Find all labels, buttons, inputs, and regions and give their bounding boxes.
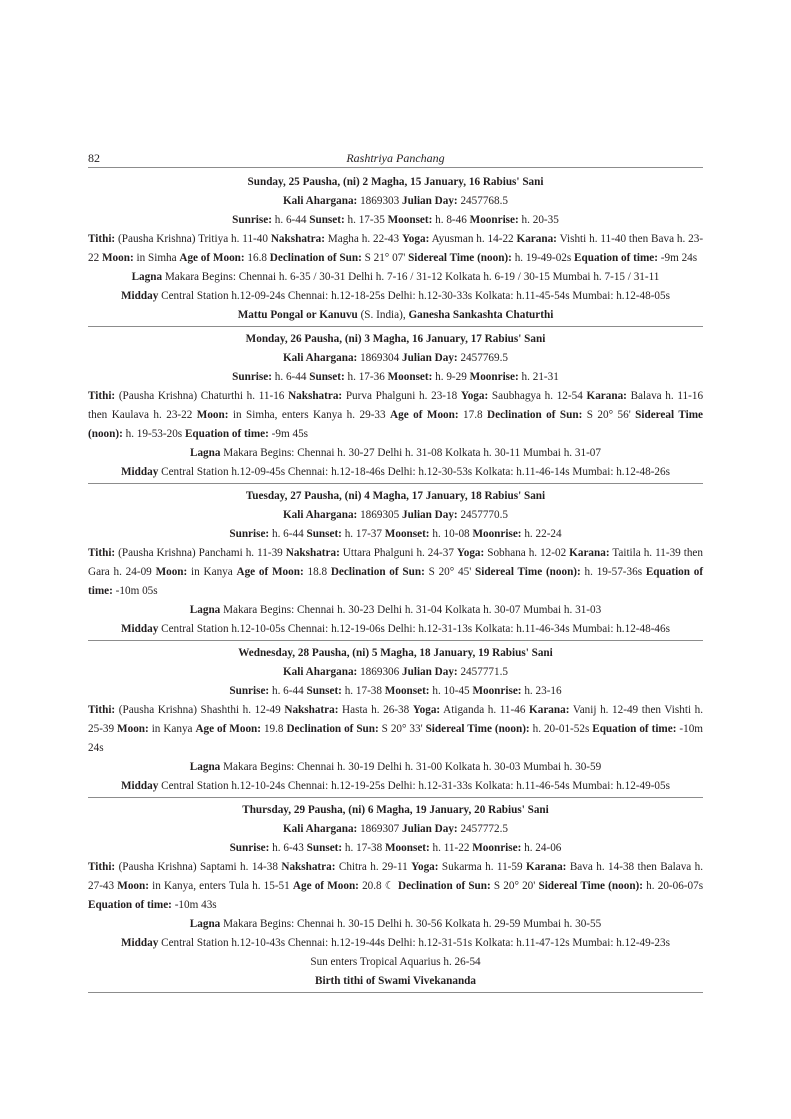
julian-value: 2457772.5 (460, 823, 508, 835)
festival-line (88, 972, 703, 991)
detail-value: (Pausha Krishna) Tritiya h. 11-40 (118, 233, 268, 245)
detail-label: Moon: (101, 252, 134, 264)
day-entry (88, 484, 703, 641)
ahargana-value: 1869307 (360, 823, 400, 835)
ahargana-label: Kali Ahargana: (282, 509, 358, 521)
detail-value: -10m 43s (174, 899, 217, 911)
detail-value: h. 19-53-20s (125, 428, 183, 440)
sun-moon-label: Moonrise: (472, 685, 522, 697)
sun-moon-label: Sunset: (309, 214, 345, 226)
sun-moon-line (88, 839, 703, 858)
detail-value: Balava h. 11-16 then Kaulava h. 23-22 (88, 390, 704, 421)
sun-moon-value: h. 10-45 (432, 685, 470, 697)
day-title: Thursday, 29 Pausha, (ni) 6 Magha, 19 January, 20 Rabius' Sani (242, 804, 549, 816)
ahargana-label: Kali Ahargana: (282, 666, 358, 678)
sun-moon-value: h. 6-43 (272, 842, 304, 854)
day-title: Tuesday, 27 Pausha, (ni) 4 Magha, 17 January, 18 Rabius' Sani (245, 490, 546, 502)
sun-moon-label: Sunset: (306, 685, 342, 697)
page-header (88, 150, 703, 168)
festival-text: Birth tithi of Swami Vivekananda (315, 975, 476, 987)
sun-moon-label: Moonset: (387, 371, 433, 383)
detail-value: h. 19-57-36s (584, 566, 643, 578)
detail-label: Yoga: (401, 233, 430, 245)
midday-label: Midday (121, 466, 159, 478)
midday-text: Central Station h.12-10-05s Chennai: h.12-19-06s Delhi: h.12-31-13s Kolkata: h.11-46-34s Mumbai: h.12-48-46s (161, 623, 670, 635)
lagna-text: Makara Begins: Chennai h. 30-23 Delhi h. 31-04 Kolkata h. 30-07 Mumbai h. 31-03 (223, 604, 602, 616)
sun-moon-value: h. 6-44 (271, 528, 304, 540)
detail-label: Equation of time: (574, 252, 658, 264)
details-paragraph (88, 230, 703, 268)
sun-moon-value: h. 6-44 (271, 685, 304, 697)
midday-line (88, 620, 703, 639)
detail-label: Tithi: (88, 704, 116, 716)
detail-label: Equation of time: (88, 566, 704, 597)
detail-value: -9m 45s (271, 428, 309, 440)
panchang-page (88, 150, 703, 993)
midday-text: Central Station h.12-10-24s Chennai: h.12-19-25s Delhi: h.12-31-33s Kolkata: h.11-46-54s Mumbai: h.12-49-05s (161, 780, 670, 792)
detail-label: Declination of Sun: (269, 252, 362, 264)
lagna-text: Makara Begins: Chennai h. 30-19 Delhi h. 31-00 Kolkata h. 30-03 Mumbai h. 30-59 (223, 761, 602, 773)
detail-value: 20.8 ☾ (362, 880, 395, 892)
sun-moon-line (88, 525, 703, 544)
detail-value: Chitra h. 29-11 (338, 861, 408, 873)
julian-label: Julian Day: (402, 352, 458, 364)
detail-label: Karana: (526, 861, 567, 873)
detail-value: h. 20-06-07s (646, 880, 704, 892)
detail-label: Equation of time: (184, 428, 269, 440)
sun-moon-value: h. 17-38 (344, 685, 382, 697)
detail-label: Moon: (155, 566, 188, 578)
sun-moon-label: Moonset: (385, 842, 430, 854)
detail-label: Yoga: (412, 704, 441, 716)
ahargana-label: Kali Ahargana: (282, 352, 358, 364)
sun-moon-label: Sunset: (306, 528, 342, 540)
midday-text: Central Station h.12-09-45s Chennai: h.12-18-46s Delhi: h.12-30-53s Kolkata: h.11-46-14s Mumbai: h.12-48-26s (161, 466, 670, 478)
sun-moon-value: h. 10-08 (432, 528, 470, 540)
sun-moon-label: Moonset: (384, 685, 430, 697)
ahargana-value: 1869306 (360, 666, 400, 678)
detail-label: Sidereal Time (noon): (475, 566, 581, 578)
detail-label: Age of Moon: (390, 409, 459, 421)
detail-value: 18.8 (307, 566, 328, 578)
details-paragraph (88, 387, 703, 444)
detail-value: in Kanya (151, 723, 193, 735)
midday-text: Central Station h.12-10-43s Chennai: h.12-19-44s Delhi: h.12-31-51s Kolkata: h.11-47-12s Mumbai: h.12-49-23s (161, 937, 670, 949)
ahargana-line (88, 192, 703, 211)
detail-label: Yoga: (460, 390, 489, 402)
detail-label: Declination of Sun: (398, 880, 491, 892)
detail-label: Equation of time: (88, 899, 172, 911)
julian-value: 2457769.5 (460, 352, 508, 364)
lagna-label: Lagna (131, 271, 163, 283)
detail-value: S 21° 07' (364, 252, 406, 264)
sun-moon-label: Sunset: (306, 842, 343, 854)
detail-label: Tithi: (88, 861, 116, 873)
detail-value: -10m 24s (88, 723, 703, 754)
sun-moon-label: Moonrise: (472, 528, 522, 540)
detail-label: Yoga: (411, 861, 439, 873)
sun-moon-label: Sunrise: (229, 528, 270, 540)
midday-line (88, 934, 703, 953)
detail-value: -9m 24s (660, 252, 698, 264)
detail-value: Sobhana h. 12-02 (487, 547, 567, 559)
ahargana-value: 1869304 (360, 352, 400, 364)
detail-value: 16.8 (247, 252, 267, 264)
day-entries (88, 173, 703, 993)
lagna-text: Makara Begins: Chennai h. 6-35 / 30-31 Delhi h. 7-16 / 31-12 Kolkata h. 6-19 / 30-15 Mumbai h. 7-15 / 31-11 (164, 271, 660, 283)
detail-value: Taitila h. 11-39 then Gara h. 24-09 (88, 547, 703, 578)
detail-label: Tithi: (88, 547, 116, 559)
detail-label: Sidereal Time (noon): (88, 409, 703, 440)
running-title: Rashtriya Panchang (346, 151, 445, 165)
sun-moon-value: h. 17-36 (347, 371, 385, 383)
ahargana-label: Kali Ahargana: (282, 823, 358, 835)
detail-value: Magha h. 22-43 (327, 233, 400, 245)
day-title: Wednesday, 28 Pausha, (ni) 5 Magha, 18 January, 19 Rabius' Sani (238, 647, 553, 659)
midday-label: Midday (121, 780, 159, 792)
sun-moon-value: h. 6-44 (274, 214, 307, 226)
detail-label: Age of Moon: (179, 252, 245, 264)
detail-label: Age of Moon: (292, 880, 359, 892)
sun-moon-value: h. 20-35 (521, 214, 559, 226)
detail-value: Bava h. 14-38 then Balava h. 27-43 (88, 861, 704, 892)
midday-label: Midday (121, 937, 159, 949)
day-entry (88, 641, 703, 798)
julian-value: 2457768.5 (460, 195, 508, 207)
sun-moon-value: h. 17-38 (344, 842, 383, 854)
detail-value: -10m 05s (115, 585, 158, 597)
julian-label: Julian Day: (402, 195, 458, 207)
detail-value: S 20° 20' (493, 880, 536, 892)
detail-value: h. 19-49-02s (514, 252, 572, 264)
detail-value: (Pausha Krishna) Panchami h. 11-39 (118, 547, 283, 559)
detail-label: Moon: (196, 409, 229, 421)
julian-label: Julian Day: (402, 823, 458, 835)
lagna-line (88, 758, 703, 777)
festival-text: Mattu Pongal or Kanuvu (237, 309, 358, 321)
detail-label: Declination of Sun: (286, 723, 379, 735)
detail-label: Tithi: (88, 390, 116, 402)
detail-value: Uttara Phalguni h. 24-37 (342, 547, 454, 559)
detail-label: Karana: (516, 233, 557, 245)
sun-moon-label: Moonset: (387, 214, 433, 226)
detail-value: (Pausha Krishna) Chaturthi h. 11-16 (118, 390, 285, 402)
lagna-line (88, 444, 703, 463)
detail-value: Purva Phalguni h. 23-18 (345, 390, 458, 402)
julian-value: 2457770.5 (460, 509, 508, 521)
ahargana-value: 1869305 (360, 509, 400, 521)
ahargana-line (88, 820, 703, 839)
festival-text: Ganesha Sankashta Chaturthi (408, 309, 554, 321)
detail-label: Equation of time: (592, 723, 677, 735)
sun-moon-value: h. 17-37 (344, 528, 382, 540)
detail-value: S 20° 33' (381, 723, 423, 735)
detail-value: Vishti h. 11-40 then Bava h. 23-22 (88, 233, 704, 264)
sun-moon-line (88, 682, 703, 701)
julian-label: Julian Day: (402, 509, 458, 521)
lagna-line (88, 601, 703, 620)
ahargana-line (88, 506, 703, 525)
sun-moon-line (88, 211, 703, 230)
details-paragraph (88, 701, 703, 758)
sun-moon-label: Sunrise: (229, 685, 270, 697)
festival-text: (S. India), (357, 309, 409, 321)
lagna-line (88, 268, 703, 287)
detail-label: Sidereal Time (noon): (408, 252, 512, 264)
sun-moon-label: Moonrise: (469, 371, 519, 383)
detail-label: Declination of Sun: (330, 566, 425, 578)
lagna-text: Makara Begins: Chennai h. 30-15 Delhi h. 30-56 Kolkata h. 29-59 Mumbai h. 30-55 (223, 918, 602, 930)
detail-value: in Simha, enters Kanya h. 29-33 (232, 409, 386, 421)
detail-value: in Kanya (191, 566, 233, 578)
lagna-label: Lagna (189, 604, 221, 616)
sun-moon-value: h. 21-31 (521, 371, 559, 383)
day-entry (88, 798, 703, 993)
detail-label: Nakshatra: (281, 861, 336, 873)
lagna-label: Lagna (190, 447, 221, 459)
sun-moon-value: h. 17-35 (347, 214, 385, 226)
detail-label: Age of Moon: (195, 723, 261, 735)
sun-moon-value: h. 11-22 (432, 842, 470, 854)
day-title: Monday, 26 Pausha, (ni) 3 Magha, 16 January, 17 Rabius' Sani (245, 333, 546, 345)
lagna-text: Makara Begins: Chennai h. 30-27 Delhi h. 31-08 Kolkata h. 30-11 Mumbai h. 31-07 (223, 447, 601, 459)
detail-label: Yoga: (456, 547, 485, 559)
ahargana-label: Kali Ahargana: (282, 195, 358, 207)
detail-value: Ayusman h. 14-22 (431, 233, 514, 245)
sun-moon-label: Moonrise: (472, 842, 522, 854)
ahargana-line (88, 663, 703, 682)
detail-value: S 20° 56' (586, 409, 631, 421)
detail-label: Karana: (586, 390, 627, 402)
detail-value: (Pausha Krishna) Saptami h. 14-38 (118, 861, 278, 873)
sun-moon-label: Sunrise: (232, 371, 272, 383)
sun-moon-value: h. 6-44 (274, 371, 307, 383)
sun-moon-label: Moonset: (384, 528, 430, 540)
detail-value: S 20° 45' (428, 566, 472, 578)
sun-moon-value: h. 24-06 (524, 842, 562, 854)
ahargana-value: 1869303 (360, 195, 400, 207)
midday-line (88, 777, 703, 796)
midday-label: Midday (121, 290, 159, 302)
sun-moon-value: h. 23-16 (524, 685, 562, 697)
detail-value: Saubhagya h. 12-54 (491, 390, 583, 402)
sun-moon-line (88, 368, 703, 387)
midday-line (88, 287, 703, 306)
detail-value: in Kanya, enters Tula h. 15-51 (152, 880, 290, 892)
extra-note: Sun enters Tropical Aquarius h. 26-54 (310, 956, 481, 968)
detail-value: (Pausha Krishna) Shashthi h. 12-49 (118, 704, 281, 716)
midday-label: Midday (121, 623, 159, 635)
lagna-label: Lagna (189, 918, 221, 930)
detail-label: Moon: (117, 723, 149, 735)
detail-label: Declination of Sun: (487, 409, 583, 421)
sun-moon-label: Sunrise: (232, 214, 272, 226)
sun-moon-label: Moonrise: (469, 214, 519, 226)
detail-label: Age of Moon: (236, 566, 304, 578)
details-paragraph (88, 858, 703, 915)
day-entry (88, 327, 703, 484)
detail-label: Moon: (117, 880, 149, 892)
detail-value: in Simha (136, 252, 177, 264)
midday-text: Central Station h.12-09-24s Chennai: h.12-18-25s Delhi: h.12-30-33s Kolkata: h.11-45-54s Mumbai: h.12-48-05s (161, 290, 670, 302)
detail-label: Sidereal Time (noon): (425, 723, 530, 735)
day-title: Sunday, 25 Pausha, (ni) 2 Magha, 15 January, 16 Rabius' Sani (247, 176, 544, 188)
sun-moon-value: h. 9-29 (435, 371, 467, 383)
sun-moon-label: Sunrise: (229, 842, 270, 854)
detail-value: 19.8 (263, 723, 284, 735)
page-number: 82 (88, 151, 100, 165)
sun-moon-value: h. 8-46 (435, 214, 467, 226)
detail-value: 17.8 (463, 409, 483, 421)
detail-label: Nakshatra: (285, 547, 340, 559)
ahargana-line (88, 349, 703, 368)
julian-value: 2457771.5 (460, 666, 508, 678)
midday-line (88, 463, 703, 482)
detail-label: Karana: (529, 704, 570, 716)
detail-label: Nakshatra: (284, 704, 339, 716)
detail-label: Nakshatra: (288, 390, 343, 402)
festival-line (88, 306, 703, 325)
detail-value: Atiganda h. 11-46 (443, 704, 526, 716)
lagna-line (88, 915, 703, 934)
detail-label: Nakshatra: (270, 233, 325, 245)
julian-label: Julian Day: (402, 666, 458, 678)
day-entry (88, 173, 703, 327)
detail-label: Karana: (569, 547, 610, 559)
details-paragraph (88, 544, 703, 601)
detail-label: Sidereal Time (noon): (538, 880, 643, 892)
sun-moon-value: h. 22-24 (524, 528, 562, 540)
detail-value: Hasta h. 26-38 (342, 704, 410, 716)
detail-value: Sukarma h. 11-59 (441, 861, 523, 873)
detail-value: Vanij h. 12-49 then Vishti h. 25-39 (88, 704, 704, 735)
detail-label: Tithi: (88, 233, 116, 245)
lagna-label: Lagna (189, 761, 221, 773)
sun-moon-label: Sunset: (309, 371, 345, 383)
detail-value: h. 20-01-52s (532, 723, 590, 735)
